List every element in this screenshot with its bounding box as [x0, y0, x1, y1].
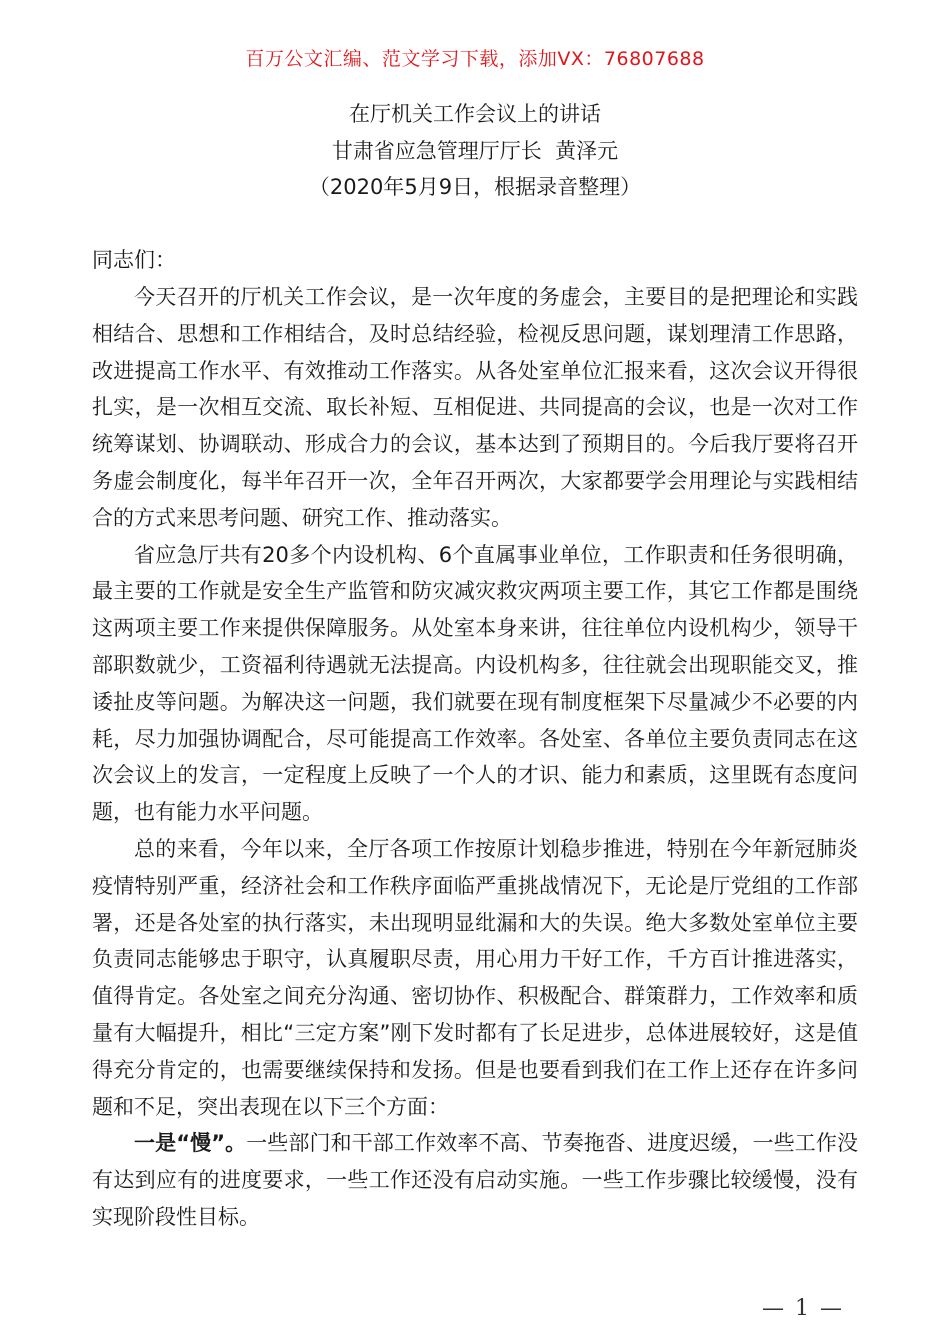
point-one-lead: 一是“慢”。 — [134, 1131, 247, 1156]
date-note: （2020年5月9日，根据录音整理） — [308, 175, 642, 199]
speech-title-block — [0, 96, 950, 206]
speech-title: 在厅机关工作会议上的讲话 — [349, 102, 601, 126]
paragraph-1: 今天召开的厅机关工作会议，是一次年度的务虚会，主要目的是把理论和实践相结合、思想和工作相结合，及时总结经验，检视反思问题，谋划理清工作思路，改进提高工作水平、有效推动工作落实。从各处室单位汇报来看，这次会议开得很扎实，是一次相互交流、取长补短、互相促进、共同提高的会议，也是一次对工作统筹谋划、协调联动、形成合力的会议，基本达到了预期目的。今后我厅要将召开务虚会制度化，每半年召开一次，全年召开两次，大家都要学会用理论与实践相结合的方式来思考问题、研究工作、推动落实。 — [92, 285, 858, 530]
salutation: 同志们： — [92, 248, 176, 272]
watermark-banner: 百万公文汇编、范文学习下载，添加VX：76807688 — [245, 48, 705, 70]
paragraph-3: 总的来看，今年以来，全厅各项工作按原计划稳步推进，特别在今年新冠肺炎疫情特别严重，经济社会和工作秩序面临严重挑战情况下，无论是厅党组的工作部署，还是各处室的执行落实，未出现明显纰漏和大的失误。绝大多数处室单位主要负责同志能够忠于职守，认真履职尽责，用心用力干好工作，千方百计推进落实，值得肯定。各处室之间充分沟通、密切协作、积极配合、群策群力，工作效率和质量有大幅提升，相比“三定方案”刚下发时都有了长足进步，总体进展较好，这是值得充分肯定的，也需要继续保持和发扬。但是也要看到我们在工作上还存在许多问题和不足，突出表现在以下三个方面： — [92, 836, 858, 1119]
point-one-text: 一些部门和干部工作效率不高、节奏拖沓、进度迟缓，一些工作没有达到应有的进度要求，一些工作还没有启动实施。一些工作步骤比较缓慢，没有实现阶段性目标。 — [92, 1131, 858, 1229]
paragraph-2: 省应急厅共有20多个内设机构、6个直属事业单位，工作职责和任务很明确，最主要的工作就是安全生产监管和防灾减灾救灾两项主要工作，其它工作都是围绕这两项主要工作来提供保障服务。从处室本身来讲，往往单位内设机构少，领导干部职数就少，工资福利待遇就无法提高。内设机构多，往往就会出现职能交叉，推诿扯皮等问题。为解决这一问题，我们就要在现有制度框架下尽量减少不必要的内耗，尽力加强协调配合，尽可能提高工作效率。各处室、各单位主要负责同志在这次会议上的发言，一定程度上反映了一个人的才识、能力和素质，这里既有态度问题，也有能力水平问题。 — [92, 542, 858, 825]
speaker-line: 甘肃省应急管理厅厅长 黄泽元 — [331, 138, 619, 163]
paragraph-4 — [92, 1125, 858, 1235]
page-number: — 1 — — [762, 1296, 844, 1321]
speech-body — [92, 242, 858, 1236]
